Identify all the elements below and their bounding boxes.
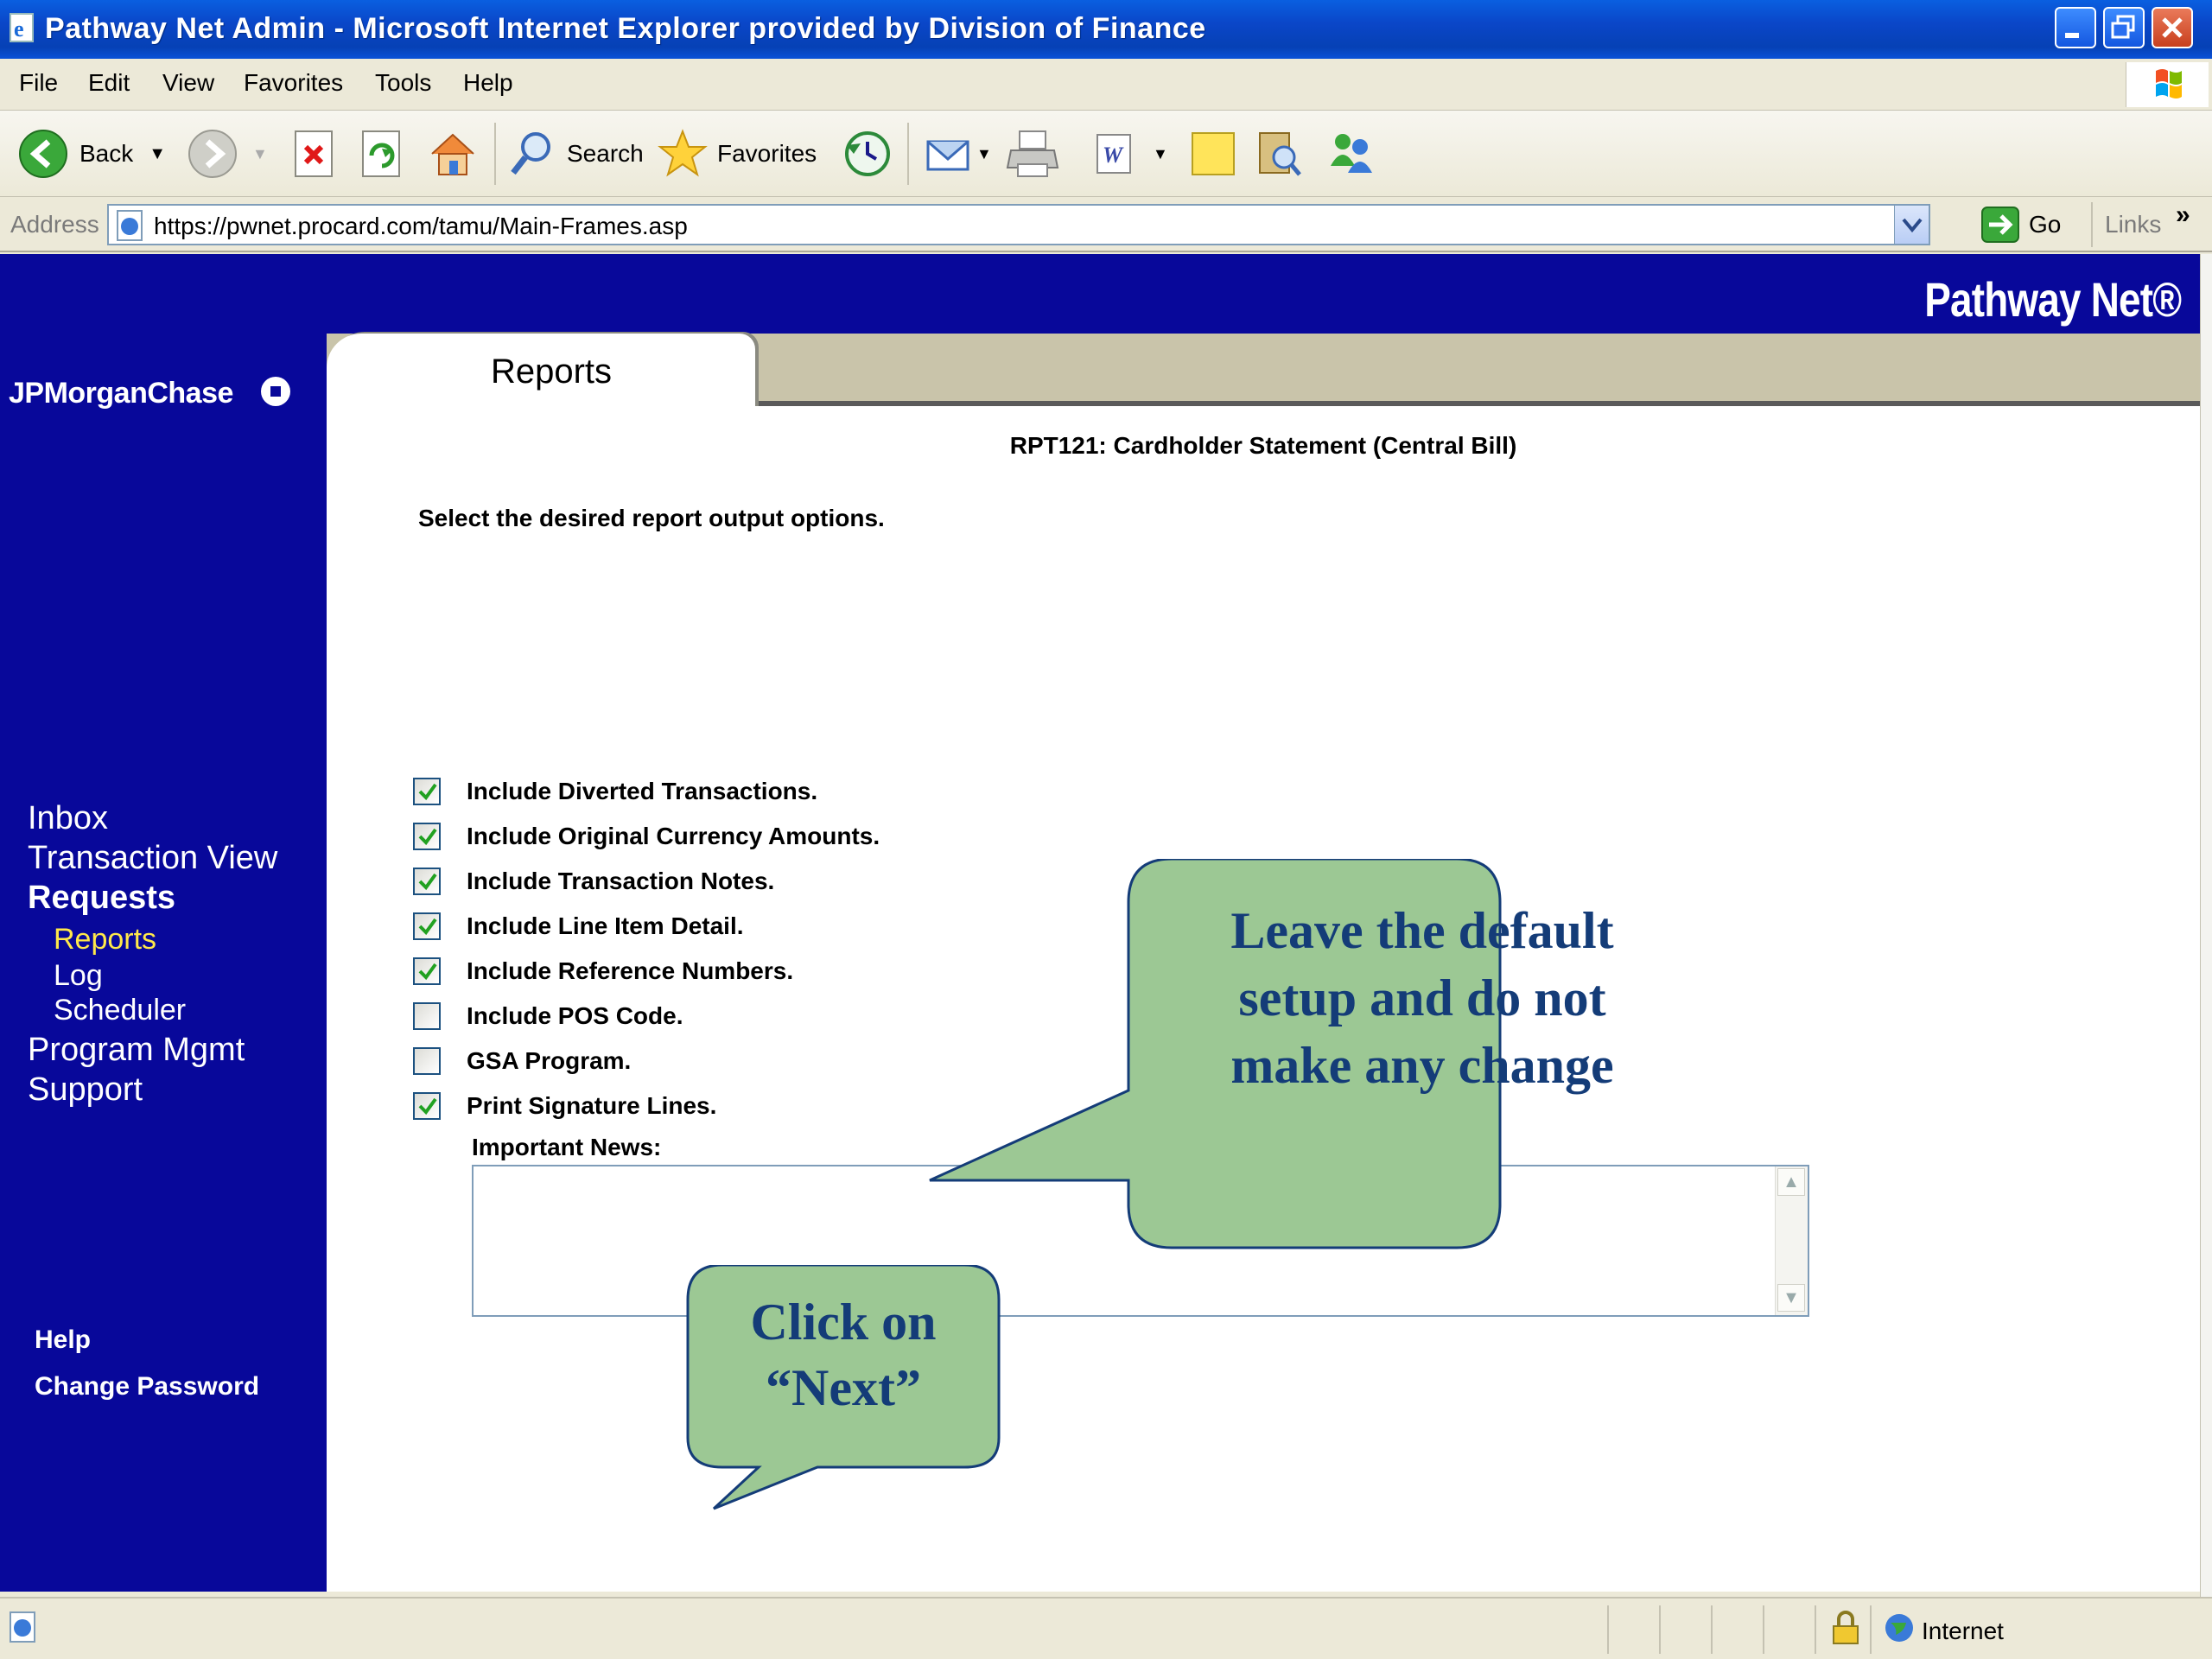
nav-log[interactable]: Log bbox=[54, 959, 103, 992]
forward-toolbar-button[interactable] bbox=[187, 128, 268, 180]
status-divider bbox=[1763, 1605, 1764, 1654]
web-page bbox=[0, 254, 2200, 1592]
nav-help[interactable]: Help bbox=[35, 1325, 92, 1354]
main-content bbox=[327, 406, 2200, 1592]
nav-support[interactable]: Support bbox=[28, 1071, 143, 1108]
page-status-icon bbox=[5, 1609, 43, 1647]
checkmark-icon bbox=[418, 916, 437, 937]
toolbar-separator bbox=[494, 123, 496, 185]
status-divider bbox=[1659, 1605, 1661, 1654]
chevron-down-icon bbox=[1895, 206, 1929, 244]
jpmorganchase-logo: JPMorganChase bbox=[9, 377, 233, 410]
print-button[interactable] bbox=[1006, 128, 1061, 180]
option-label: Include POS Code. bbox=[467, 1002, 683, 1029]
windows-flag-logo bbox=[2126, 62, 2209, 107]
svg-text:e: e bbox=[14, 16, 24, 41]
search-toolbar-button[interactable] bbox=[508, 128, 644, 180]
checkmark-icon bbox=[418, 871, 437, 892]
window-title-bar[interactable] bbox=[0, 0, 2212, 59]
nav-requests[interactable]: Requests bbox=[28, 880, 176, 916]
chase-octagon-icon bbox=[259, 375, 292, 408]
option-row[interactable] bbox=[413, 909, 744, 944]
messenger-button[interactable] bbox=[1324, 128, 1379, 180]
checkmark-icon bbox=[418, 1096, 437, 1116]
news-scrollbar[interactable] bbox=[1775, 1166, 1808, 1315]
refresh-icon bbox=[358, 128, 406, 180]
option-row[interactable] bbox=[413, 819, 880, 854]
address-label: Address bbox=[10, 211, 99, 238]
checkmark-icon bbox=[418, 781, 437, 802]
restore-button[interactable] bbox=[2103, 7, 2145, 48]
back-arrow-icon bbox=[17, 128, 69, 180]
default-callout-text bbox=[1137, 897, 1707, 1099]
mail-button[interactable] bbox=[925, 128, 992, 180]
menu-view[interactable]: View bbox=[162, 69, 215, 96]
report-title: RPT121: Cardholder Statement (Central Bill) bbox=[1009, 432, 1517, 459]
forward-dropdown-icon[interactable]: ▼ bbox=[252, 144, 268, 162]
research-book-icon bbox=[1253, 128, 1305, 180]
option-checkbox[interactable] bbox=[413, 1047, 441, 1075]
edit-word-button[interactable] bbox=[1090, 128, 1168, 180]
option-checkbox[interactable] bbox=[413, 1092, 441, 1120]
favorites-toolbar-label: Favorites bbox=[717, 140, 817, 167]
history-button[interactable] bbox=[842, 128, 893, 180]
option-label: Include Line Item Detail. bbox=[467, 912, 744, 939]
default-callout-line: setup and do not bbox=[1238, 969, 1606, 1027]
important-news-label: Important News: bbox=[472, 1134, 662, 1160]
instruction-text: Select the desired report output options. bbox=[418, 505, 885, 531]
back-dropdown-icon[interactable]: ▼ bbox=[149, 143, 167, 163]
option-label: Include Transaction Notes. bbox=[467, 868, 775, 894]
mail-icon bbox=[925, 128, 975, 180]
option-row[interactable] bbox=[413, 954, 793, 988]
links-button[interactable]: Links bbox=[2105, 211, 2162, 238]
word-doc-icon bbox=[1090, 128, 1139, 180]
address-dropdown-button[interactable] bbox=[1894, 206, 1929, 244]
status-divider bbox=[1870, 1605, 1872, 1654]
lock-icon bbox=[1828, 1609, 1863, 1647]
favorites-star-icon bbox=[657, 128, 709, 180]
messenger-people-icon bbox=[1324, 128, 1379, 180]
search-toolbar-label: Search bbox=[567, 140, 644, 167]
option-label: Include Diverted Transactions. bbox=[467, 778, 818, 804]
option-row[interactable] bbox=[413, 1089, 716, 1123]
sticky-note-icon bbox=[1187, 128, 1239, 180]
menu-tools[interactable]: Tools bbox=[375, 69, 432, 96]
nav-transaction-view[interactable]: Transaction View bbox=[28, 840, 278, 876]
stop-icon bbox=[290, 128, 339, 180]
menu-edit[interactable]: Edit bbox=[88, 69, 130, 96]
close-window-button[interactable] bbox=[2152, 7, 2193, 48]
next-callout-line: “Next” bbox=[766, 1359, 921, 1416]
status-divider bbox=[1711, 1605, 1713, 1654]
sidebar bbox=[0, 334, 327, 1592]
security-zone-label: Internet bbox=[1922, 1618, 2004, 1644]
go-arrow-icon bbox=[1980, 206, 2020, 244]
toolbar-separator bbox=[907, 123, 909, 185]
option-checkbox[interactable] bbox=[413, 912, 441, 940]
option-checkbox[interactable] bbox=[413, 957, 441, 985]
option-checkbox[interactable] bbox=[413, 868, 441, 895]
nav-change-password[interactable]: Change Password bbox=[35, 1372, 260, 1401]
home-button[interactable] bbox=[427, 128, 479, 180]
nav-inbox[interactable]: Inbox bbox=[28, 800, 108, 836]
address-input[interactable] bbox=[107, 204, 1930, 245]
favorites-toolbar-button[interactable] bbox=[657, 128, 817, 180]
printer-icon bbox=[1006, 128, 1061, 180]
research-button[interactable] bbox=[1253, 128, 1305, 180]
address-url: https://pwnet.procard.com/tamu/Main-Frames.asp bbox=[154, 213, 688, 239]
option-row[interactable] bbox=[413, 774, 817, 809]
minimize-icon bbox=[2056, 9, 2094, 47]
scroll-up-icon[interactable]: ▲ bbox=[1777, 1168, 1805, 1196]
browser-toolbar bbox=[0, 111, 2212, 197]
stop-button[interactable] bbox=[290, 128, 339, 180]
window-title: Pathway Net Admin - Microsoft Internet Explorer provided by Division of Finance bbox=[45, 12, 1206, 45]
menu-file[interactable]: File bbox=[19, 69, 59, 96]
option-checkbox[interactable] bbox=[413, 778, 441, 805]
restore-icon bbox=[2105, 9, 2143, 47]
windows-logo-icon bbox=[2126, 62, 2209, 107]
option-row[interactable] bbox=[413, 999, 683, 1033]
back-toolbar-button[interactable] bbox=[17, 128, 166, 180]
next-callout-line: Click on bbox=[750, 1294, 937, 1351]
checkmark-icon bbox=[418, 826, 437, 847]
home-icon bbox=[427, 128, 479, 180]
next-callout-text bbox=[688, 1289, 999, 1421]
option-label: Include Original Currency Amounts. bbox=[467, 823, 880, 849]
nav-reports[interactable]: Reports bbox=[54, 923, 157, 956]
page-header bbox=[0, 254, 2200, 334]
option-label: Print Signature Lines. bbox=[467, 1092, 717, 1119]
close-icon bbox=[2153, 9, 2191, 47]
menu-bar bbox=[0, 59, 2212, 111]
menu-help[interactable]: Help bbox=[463, 69, 513, 96]
page-favicon-icon bbox=[114, 209, 147, 242]
internet-globe-icon bbox=[1882, 1611, 1916, 1645]
ie-page-icon bbox=[5, 10, 40, 45]
option-row[interactable] bbox=[413, 1044, 631, 1078]
go-button[interactable] bbox=[1980, 206, 2020, 248]
default-callout-line: Leave the default bbox=[1230, 902, 1614, 959]
edit-dropdown-icon[interactable]: ▼ bbox=[1153, 144, 1168, 162]
page-scrollbar[interactable] bbox=[2200, 254, 2212, 1597]
go-label[interactable]: Go bbox=[2029, 211, 2062, 238]
status-divider bbox=[1607, 1605, 1609, 1654]
nav-program-mgmt[interactable]: Program Mgmt bbox=[28, 1032, 245, 1068]
minimize-button[interactable] bbox=[2055, 7, 2096, 48]
search-icon bbox=[508, 128, 558, 180]
option-label: Include Reference Numbers. bbox=[467, 957, 794, 984]
address-divider bbox=[2091, 202, 2093, 247]
default-callout-line: make any change bbox=[1230, 1037, 1614, 1094]
pathway-net-logo: Pathway Net® bbox=[1923, 272, 2181, 327]
nav-scheduler[interactable]: Scheduler bbox=[54, 994, 187, 1027]
option-checkbox[interactable] bbox=[413, 823, 441, 850]
tab-reports-label: Reports bbox=[490, 353, 613, 391]
option-checkbox[interactable] bbox=[413, 1002, 441, 1030]
option-label: GSA Program. bbox=[467, 1047, 632, 1074]
forward-arrow-icon bbox=[187, 128, 238, 180]
back-toolbar-label: Back bbox=[79, 140, 134, 167]
notes-button[interactable] bbox=[1187, 128, 1239, 180]
status-divider bbox=[1815, 1605, 1816, 1654]
option-row[interactable] bbox=[413, 864, 774, 899]
links-chevron-icon[interactable]: » bbox=[2176, 200, 2190, 229]
svg-text:W: W bbox=[1103, 143, 1123, 168]
address-bar bbox=[0, 197, 2212, 252]
history-clock-icon bbox=[842, 128, 893, 180]
refresh-button[interactable] bbox=[358, 128, 406, 180]
scroll-down-icon[interactable]: ▼ bbox=[1777, 1284, 1805, 1312]
status-bar bbox=[0, 1597, 2212, 1659]
menu-favorites[interactable]: Favorites bbox=[244, 69, 344, 96]
mail-dropdown-icon[interactable]: ▼ bbox=[976, 144, 992, 162]
checkmark-icon bbox=[418, 961, 437, 982]
